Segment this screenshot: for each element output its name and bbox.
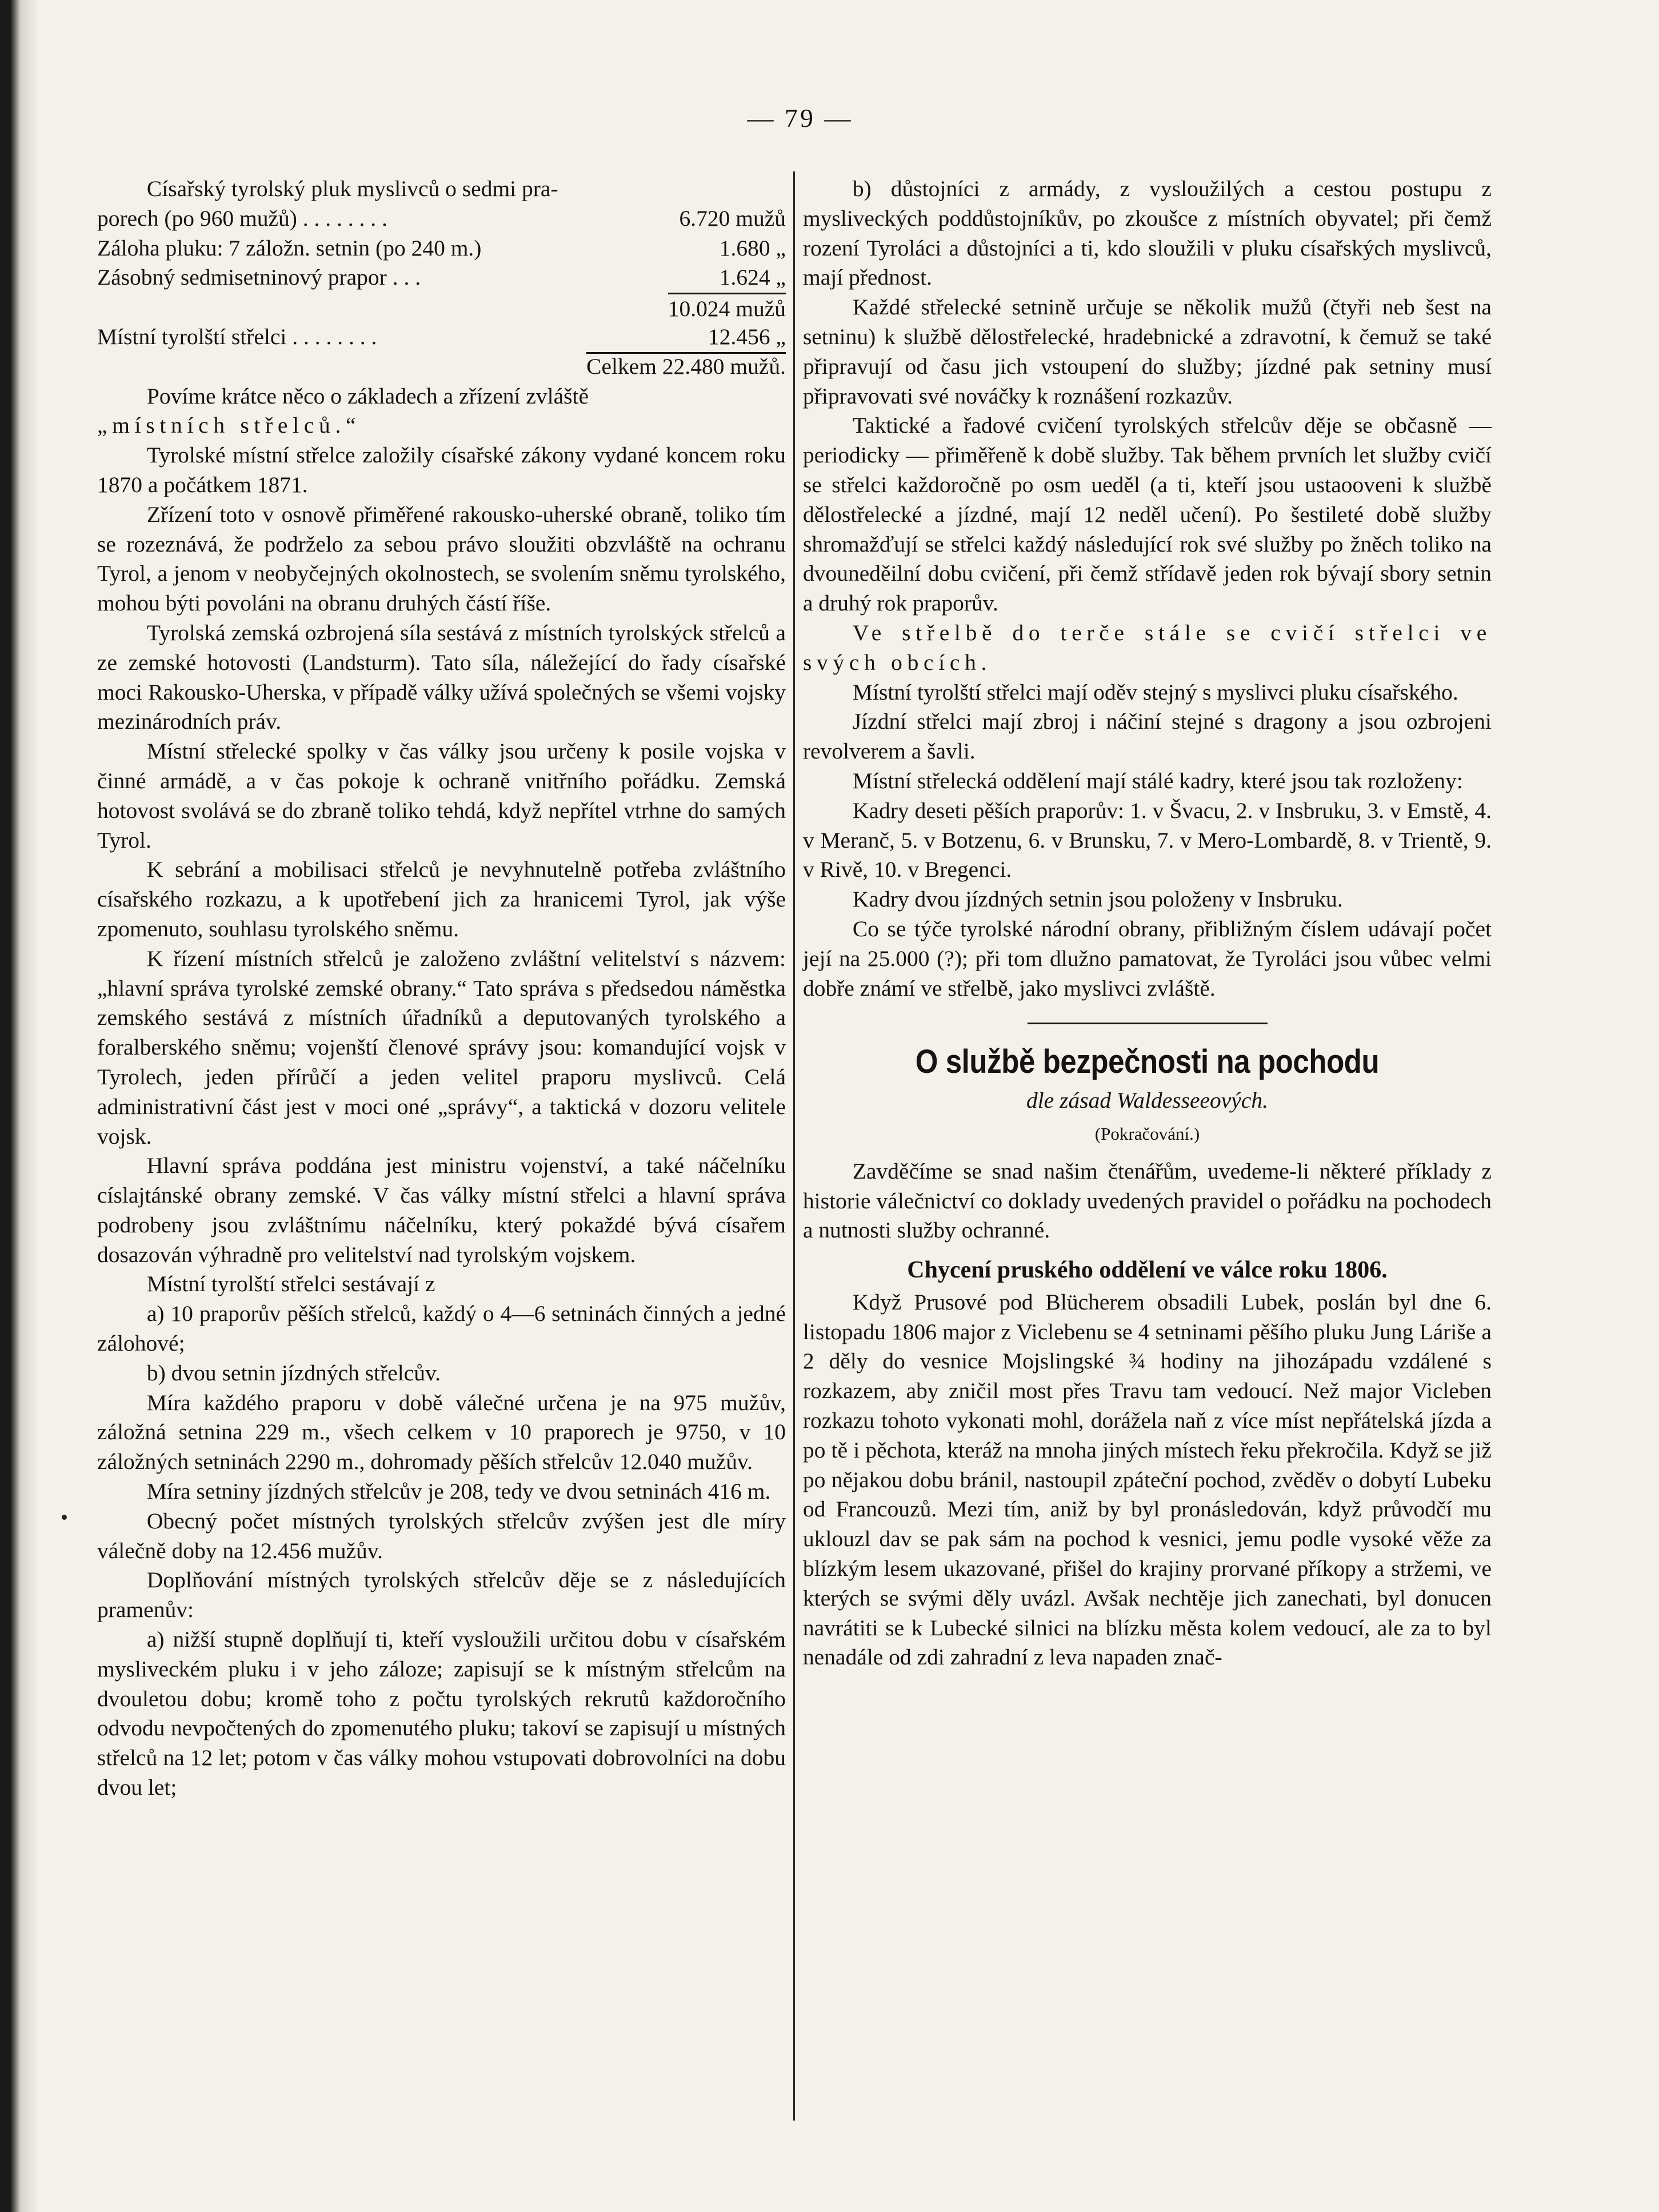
left-column [97, 174, 786, 1803]
paragraph: Tyrolské místní střelce založily císařské zákony vydané koncem roku 1870 a počátkem 1871. [97, 442, 786, 497]
list-item: a) 10 praporův pěších střelců, každý o 4—6 setninách činných a jedné zálohové; [97, 1301, 786, 1356]
section-rule [1028, 1023, 1268, 1024]
paragraph-spaced: „místních střelců.“ [97, 413, 361, 438]
stat-total: Celkem 22.480 mužů. [97, 352, 786, 382]
scan-binding-edge [0, 0, 40, 2212]
paragraph: Každé střelecké setnině určuje se několik mužů (čtyři neb šest na setninu) k službě dělostřelecké, hradebnické a zdravotní, k čemuž se také připravují od času jich vstoupení do služby; jízdné pak setniny musí připravovati své nováčky k roznášení rozkazův. [803, 294, 1492, 409]
paragraph: Hlavní správa poddána jest ministru vojenství, a také náčelníku císlajtánské obrany zemské. V čas války místní střelci a hlavní správa podrobeny jsou zvláštnímu náčelníku, který pokaždé bývá císařem dosazován výhradně pro velitelství nad tyrolským vojskem. [97, 1153, 786, 1267]
stat-label: Místní tyrolští střelci . . . . . . . . [97, 324, 377, 349]
paragraph: Zavděčíme se snad našim čtenářům, uvedeme-li některé příklady z historie válečnictví co doklady uvedených pravidel o pořádku na pochodech a nutnosti služby ochranné. [803, 1158, 1492, 1243]
margin-dot [62, 1515, 67, 1520]
stat-value: 12.456 „ [707, 324, 786, 349]
paragraph: Míra setniny jízdných střelcův je 208, tedy ve dvou setninách 416 m. [146, 1479, 771, 1504]
paragraph: Místní tyrolští střelci sestávají z [146, 1271, 435, 1297]
paragraph: Taktické a řadové cvičení tyrolských střelcův děje se občasně — periodicky — přiměřeně k době služby. Tak během prvních let služby cvičí se střelci každoročně po osm ueděl (a ti, kteří jsou ustaooveni k službě dělostřelecké a jízdné, mají 12 neděl učení). Po šestileté době služby shromažďují se střelci každý následující rok své služby po žněch toliko na dvouneděilní dobu cvičení, při čemž střídavě jeden rok bývají sbory setnin a druhý rok praporův. [803, 413, 1492, 616]
stat-row [97, 234, 786, 263]
paragraph: K řízení místních střelců je založeno zvláštní velitelství s názvem: „hlavní správa tyrolské zemské obrany.“ Tato správa s předsedou náměstka zemského sestává z místních úřadníků a deputovaných tyrolského a foralberského sněmu; vojenští členové správy jsou: komandující vojsk v Tyrolech, jeden přírůčí a jeden velitel praporu myslivců. Celá administrativní část jest v moci oné „správy“, a taktická v dozoru velitele vojsk. [97, 945, 786, 1149]
stat-subtotal: 10.024 mužů [668, 293, 786, 322]
paragraph: Tyrolská zemská ozbrojená síla sestává z místních tyrolskýck střelců a ze zemské hotovosti (Landsturm). Tato síla, náležející do řady císařské moci Rakousko-Uherska, v případě války užívá společných se všemi vojsky mezinárodních práv. [97, 620, 786, 734]
list-item: b) důstojníci z armády, z vysloužilých a cestou postupu z mysliveckých poddůstojníkův, po zkoušce z místních obyvatel; při čemž rození Tyroláci a důstojníci a ti, kdo sloužili v pluku císařských myslivců, mají přednost. [803, 176, 1492, 290]
paragraph: Obecný počet místných tyrolských střelcův zvýšen jest dle míry válečně doby na 12.456 mužův. [97, 1508, 786, 1563]
paragraph: Když Prusové pod Blücherem obsadili Lubek, poslán byl dne 6. listopadu 1806 major z Viclebenu se 4 setninami pěšího pluku Jung Láriše a 2 děly do vesnice Mojslingské ¾ hodiny na jihozápadu vzdálené s rozkazem, aby zničil most přes Travu tam vedoucí. Než major Vicleben rozkazu tohoto vykonati mohl, dorážela naň z více míst nepřátelská jízda a po tě i pěchota, kteráž na mnoha jiných místech řeku překročila. Když se již po nějakou dobu bránil, nastoupil zpáteční pochod, zvěděv o dobytí Lubeku od Francouzů. Mezi tím, aniž by byl pronásledován, když průvodčí mu uklouzl dav se pak sám na pochod k vesnici, jemu podle vysoké věže za blízkým lesem ukazované, přišel do krajiny prorvané příkopy a stržemi, ve kterých se svými děly uvázl. Avšak nechtěje jich zanechati, byl donucen navrátiti se k Lubecké silnici na blízku města kolem vedoucí, ale za to byl nenadále od zdi zahradní z leva napaden znač- [803, 1289, 1492, 1670]
article-heading: O službě bezpečnosti na pochodu [915, 1043, 1380, 1081]
stat-value: 6.720 mužů [679, 205, 786, 231]
stat-row [97, 322, 786, 352]
paragraph: Místní tyrolští střelci mají oděv stejný s myslivci pluku císařského. [852, 679, 1458, 705]
paragraph: Kadry deseti pěších praporův: 1. v Švacu, 2. v Insbruku, 3. v Emstě, 4. v Meranč, 5. v Botzenu, 6. v Brunsku, 7. v Mero-Lombardě, 8. v Trientě, 9. v Rivě, 10. v Bregenci. [803, 797, 1492, 883]
stat-label: Zásobný sedmisetninový prapor . . . [97, 265, 421, 290]
page-number: — 79 — [747, 103, 853, 133]
paragraph: Kadry dvou jízdných setnin jsou položeny v Insbruku. [852, 887, 1343, 912]
article-subheading: dle zásad Waldesseeových. [1026, 1088, 1269, 1113]
paragraph: Zřízení toto v osnově přiměřené rakousko-uherské obraně, toliko tím se rozeznává, že podrželo za sebou právo sloužiti obzvláště na ochranu Tyrol, a jenom v neobyčejných okolnostech, se svolením sněmu tyrolského, mohou býti povoláni na obranu druhých částí říše. [97, 501, 786, 616]
paragraph: Císařský tyrolský pluk myslivců o sedmi pra- [146, 176, 558, 201]
continued-note: (Pokračování.) [1094, 1123, 1200, 1144]
paragraph: Co se týče tyrolské národní obrany, přibližným číslem udávají počet její na 25.000 (?); při tom dlužno pamatovat, že Tyroláci jsou vůbec velmi dobře známí ve střelbě, jako myslivci zvláště. [803, 916, 1492, 1001]
paragraph: Místní střelecké spolky v čas války jsou určeny k posile vojska v činné armádě, a v čas pokoje k ochraně vnitřního pořádku. Zemská hotovost svolává se do zbraně toliko tehdá, když nepřítel vtrhne do samých Tyrol. [97, 738, 786, 853]
paragraph: Doplňování místných tyrolských střelcův děje se z následujících pramenův: [97, 1567, 786, 1623]
stat-subtotal-row [97, 293, 786, 322]
section-heading: Chycení pruského oddělení ve válce roku 1806. [907, 1257, 1388, 1284]
paragraph: Povíme krátce něco o základech a zřízení zvláště [146, 383, 589, 409]
paragraph-spaced: Ve střelbě do terče stále se cvičí střelci ve svých obcích. [803, 620, 1492, 675]
stat-row [97, 204, 786, 234]
list-item: b) dvou setnin jízdných střelcův. [146, 1360, 441, 1386]
paragraph: Míra každého praporu v době válečné určena je na 975 mužův, záložná setnina 229 m., všech celkem v 10 praporech je 9750, v 10 záložných setninách 2290 m., dohromady pěších střelcův 12.040 mužův. [97, 1390, 786, 1475]
stat-value: 1.680 „ [719, 235, 786, 261]
stat-value: 1.624 „ [719, 265, 786, 290]
list-item: a) nižší stupně doplňují ti, kteří vysloužili určitou dobu v císařském mysliveckém pluku i v jeho záloze; zapisují se k místným střelcům na dvouletou dobu; kromě toho z počtu tyrolských rekrutů každoročního odvodu nevpočtených do zpomenutého pluku; takoví se zapisují u místných střelců na 12 let; potom v čas války mohou vstupovati dobrovolníci na dobu dvou let; [97, 1627, 786, 1800]
paragraph: Jízdní střelci mají zbroj i náčiní stejné s dragony a jsou ozbrojeni revolverem a šavli. [803, 709, 1492, 764]
stat-label: porech (po 960 mužů) . . . . . . . . [97, 205, 387, 231]
column-divider [793, 171, 795, 2121]
stat-label: Záloha pluku: 7 záložn. setnin (po 240 m.) [97, 235, 482, 261]
paragraph: K sebrání a mobilisaci střelců je nevyhnutelně potřeba zvláštního císařského rozkazu, a k upotřebení jich za hranicemi Tyrol, jak výše zpomenuto, souhlasu tyrolského sněmu. [97, 857, 786, 941]
paragraph: Místní střelecká oddělení mají stálé kadry, které jsou tak rozloženy: [852, 768, 1463, 793]
stat-row [97, 263, 786, 293]
right-column [803, 174, 1492, 1672]
